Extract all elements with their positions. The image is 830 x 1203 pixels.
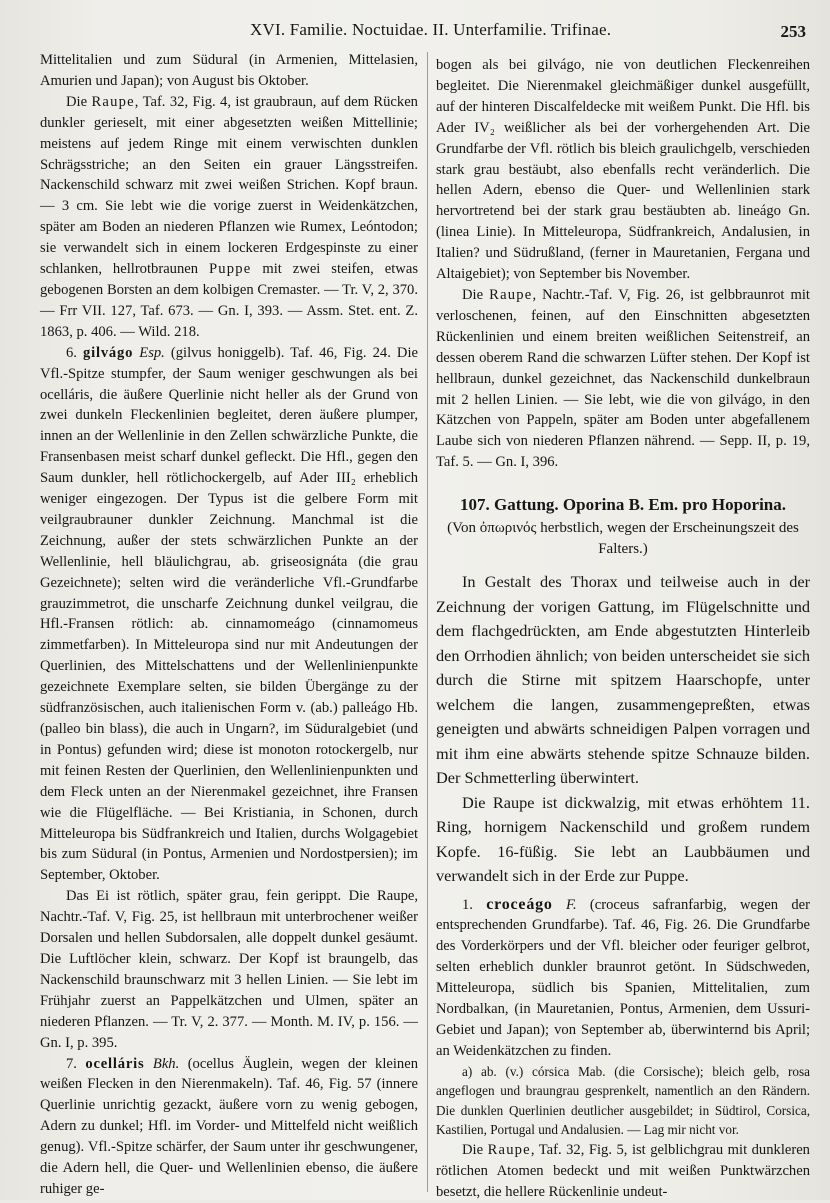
aberration-corsica: a) ab. (v.) córsica Mab. (die Corsische); bleich gelb, rosa angeflogen und braungrau gesprenkelt, namentlich an den Rändern. Die dunklen Querlinien deutlicher ausgebildet; in Südtirol, Corsica, Kastilien, Portugal und Andalusien. — Lag mir nicht vor.: [436, 1063, 810, 1138]
page-header: [40, 20, 810, 44]
term-raupe: Raupe: [91, 93, 135, 110]
paragraph-raupe: Die Raupe, Taf. 32, Fig. 5, ist gelblichgrau mit dunkleren rötlichen Atomen bedeckt und mit weißen Punktwärzchen besetzt, die hellere Rückenlinie undeut-: [436, 1141, 810, 1200]
species-name: gilvágo: [83, 344, 134, 361]
genus-heading: 107. Gattung. Oporina B. Em. pro Hoporina.: [459, 495, 787, 515]
species-author: F.: [552, 896, 577, 913]
term-raupe: Raupe: [487, 1141, 531, 1158]
page-number: 253: [780, 22, 806, 41]
left-column: [40, 50, 418, 1200]
column-divider: [427, 52, 428, 1192]
species-entry-croceago: 1. croceágo F. (croceus safranfarbig, wegen der entsprechenden Grundfarbe). Taf. 46, Fig. 26. Die Grundfarbe des Vorderkörpers und der Vfl. bleicher oder feuriger gelbrot, selten erheblich dunkler braunrot getönt. In Südschweden, Mitteleuropa, südlich bis Spanien, Mittelitalien, zum Nordbalkan, (in Mauretanien, Pontus, Armenien, dem Ussuri-Gebiet und Japan); von September ab, überwinternd bis April; an Weidenkätzchen zu finden.: [436, 895, 810, 1059]
term-raupe: Raupe: [489, 286, 533, 303]
species-entry-ocellaris: 7. ocelláris Bkh. (ocellus Äuglein, wegen der kleinen weißen Flecken in den Nierenmakeln). Taf. 46, Fig. 57 (innere Querlinie unrichtig gezackt, äußere vorn zu wenig gebogen, Adern zu dunkel; Hfl. im Vorder- und Mittelfeld nicht weißlich genug). Vfl.-Spitze schärfer, der Saum unter ihr geschwungener, die Adern hell, die Quer- und Wellenlinien ebenso, die äußere ruhiger ge-: [40, 1055, 418, 1197]
species-entry-gilvago: 6. gilvágo Esp. (gilvus honiggelb). Taf. 46, Fig. 24. Die Vfl.-Spitze stumpfer, der Saum weniger geschwungen als bei ocelláris, die äußere Querlinie nicht heller als der Grund von zwei dunkeln Fleckenlinien begleitet, deren äußere plumper, innen an der Wellenlinie in den Zellen schwärzliche Punkte, die Fransenbasen meist scharf dunkel gefleckt. Die Hfl., gegen den Saum dunkler, hell rötlichockergelb, auf Ader III₂ erheblich weniger eingezogen. Der Typus ist die gelbere Form mit veilgraubrauner dunkler Zeichnung. Manchmal ist die Zeichnung, außer der stets schwärzlichen Punkte an der Wellenlinie, hell bläulichgrau, ab. griseosignáta (die grau Gezeichnete); selten wird die veränderliche Vfl.-Grundfarbe grauzimmetrot, die unscharfe Zeichnung dunkel veilgrau, die Hfl.-Fransen rötlich: ab. cinnamomeágo (cinnamomeus zimmetfarben). In Mitteleuropa sind nur mit Andeutungen der Querlinien, des Mittelschattens und der Wellenlinienpunkte gezeichnete Exemplare selten, sie bilden Übergänge zu der südfranzösischen, auch italienischen Form v. (ab.) palleágo Hb. (palleo bin blass), die auch in Ungarn?, im Süduralgebiet (und in Pontus) gefunden wird; diese ist monoton rotockergelb, nur mit feinen Resten der Querlinien, den Wellenlinienpunkten und dem Fleck unten an der Nierenmakel gezeichnet, ihre Fransen wie die Flügelfläche. — Bei Kristiania, in Schonen, durch Mitteleuropa bis Südfrankreich und Italien, durchs Wolgagebiet bis zum Südural (in Pontus, Armenien und Nordostpersien); im September, Oktober.: [40, 344, 418, 884]
species-author: Bkh.: [144, 1055, 180, 1072]
paragraph: bogen als bei gilvágo, nie von deutlichen Fleckenreihen begleitet. Die Nierenmakel gleichmäßiger dunkel ausgefüllt, auf der hinteren Discalfeldecke mit weißem Punkt. Die Hfl. bis Ader IV₂ weißlicher als bei der vorhergehenden Art. Die Grundfarbe der Vfl. rötlich bis bleich graulichgelb, verschieden stark grau bestäubt, also ebenfalls recht veränderlich. Die hellen Adern, ebenso die Quer- und Wellenlinien stark hervortretend bei der stark grau bestäubten ab. lineágo Gn. (linea Linie). In Mitteleuropa, Südfrankreich, Andalusien, in Italien? und Südrußland, (ferner in Mauretanien, Fergana und Altaigebiet); von September bis November.: [436, 57, 810, 283]
species-description: (gilvus honiggelb). Taf. 46, Fig. 24. Die Vfl.-Spitze stumpfer, der Saum weniger geschwungen als bei ocelláris, die äußere Querlinie nicht heller als der Grund von zwei dunkeln Fleckenlinien begleitet, deren äußere plumper, innen an der Wellenlinie in den Zellen schwärzliche Punkte, die Fransenbasen meist scharf dunkel gefleckt. Die Hfl., gegen den Saum dunkler, hell rötlichockergelb, auf Ader III₂ erheblich weniger eingezogen. Der Typus ist die gelbere Form mit veilgraubrauner dunkler Zeichnung. Manchmal ist die Zeichnung, außer der stets schwärzlichen Punkte an der Wellenlinie, hell bläulichgrau, ab. griseosignáta (die grau Gezeichnete); selten wird die veränderliche Vfl.-Grundfarbe grauzimmetrot, die unscharfe Zeichnung dunkel veilgrau, die Hfl.-Fransen rötlich: ab. cinnamomeágo (cinnamomeus zimmetfarben). In Mitteleuropa sind nur mit Andeutungen der Querlinien, des Mittelschattens und der Wellenlinienpunkte gezeichnete Exemplare selten, sie bilden Übergänge zu der südfranzösischen, auch italienischen Form v. (ab.) palleágo Hb. (palleo bin blass), die auch in Ungarn?, im Süduralgebiet (und in Pontus) gefunden wird; diese ist monoton rotockergelb, nur mit feinen Resten der Querlinien, den Wellenlinienpunkten und dem Fleck unten an der Nierenmakel gezeichnet, ihre Fransen wie die Flügelfläche. — Bei Kristiania, in Schonen, durch Mitteleuropa bis Südfrankreich und Italien, durchs Wolgagebiet bis zum Südural (in Pontus, Armenien und Nordostpersien); im September, Oktober.: [40, 344, 418, 884]
running-head: XVI. Familie. Noctuidae. II. Unterfamilie. Trifinae.: [250, 20, 612, 39]
paragraph-egg-larva: Das Ei ist rötlich, später grau, fein gerippt. Die Raupe, Nachtr.-Taf. V, Fig. 25, ist hellbraun mit unterbrochener weißer Dorsalen und hellen Subdorsalen, alle doppelt dunkel gesäumt. Die Luftlöcher klein, schwarz. Der Kopf ist braungelb, das Nackenschild braunschwarz mit 3 hellen Linien. — Sie lebt im Frühjahr zuerst an Pappelkätzchen und Ulmen, später an niederen Pflanzen. — Tr. V, 2. 377. — Month. M. IV, p. 156. — Gn. I, p. 395.: [40, 888, 418, 1051]
species-description: (croceus safranfarbig, wegen der entsprechenden Grundfarbe). Taf. 46, Fig. 26. Die Grundfarbe des Vorderkörpers und der Vfl. bleicher oder feuriger gelbrot, selten erheblich dunkler braunrot getönt. In Südschweden, Mitteleuropa, südlich bis Spanien, Mittelitalien, zum Nordbalkan, (in Mauretanien, Pontus, Armenien, dem Ussuri-Gebiet und Japan); von September ab, überwinternd bis April; an Weidenkätzchen zu finden.: [436, 896, 810, 1059]
genus-etymology: (Von ὀπωρινός herbstlich, wegen der Erscheinungszeit des Falters.): [447, 520, 799, 558]
paragraph-raupe: Die Raupe, Nachtr.-Taf. V, Fig. 26, ist gelbbraunrot mit verloschenen, feinen, auf den Einschnitten abgesetzten Rückenlinien und einem breiten weißlichen Seitenstreif, an dessen oberem Rand die schwarzen Lüfter stehen. Der Kopf ist hellbraun, dunkel gezeichnet, das Nackenschild dunkelbraun mit 2 hellen Linien. — Sie lebt, wie die von gilvágo, in den Kätzchen von Pappeln, später am Boden unter abgefallenem Laube sich von niederen Pflanzen nährend. — Sepp. II, p. 19, Taf. 5. — Gn. I, 396.: [436, 286, 810, 471]
term-puppe: Puppe: [208, 261, 252, 278]
paragraph-raupe: Die Raupe, Taf. 32, Fig. 4, ist graubraun, auf dem Rücken dunkler gerieselt, mit einer abgesetzten weißen Mittellinie; meistens auf jedem Ringe mit einem verwischten dunklen Schrägsstriche; an den Seiten ein grauer Längsstreifen. Nackenschild schwarz mit zwei weißen Strichen. Kopf braun. — 3 cm. Sie lebt wie die vorige zuerst in Weidenkätzchen, später am Boden an niederen Pflanzen wie Rumex, Leóntodon; sie verwandelt sich in einem lockeren Erdgespinste zu einer schlanken, hellrotbraunen Puppe mit zwei steifen, etwas gebogenen Borsten an dem kolbigen Cremaster. — Tr. V, 2, 370. — Frr VII. 127, Taf. 673. — Gn. I, 393. — Assm. Stet. ent. Z. 1863, p. 406. — Wild. 218.: [40, 93, 418, 340]
paragraph: Mittelitalien und zum Südural (in Armenien, Mittelasien, Amurien und Japan); von August bis Oktober.: [40, 52, 418, 89]
genus-description: In Gestalt des Thorax und teilweise auch in der Zeichnung der vorigen Gattung, im Flügelschnitte und dem flachgedrückten, am Ende abgestutzten Hinterleib den Orrhodien ähnlich; von beiden unterscheidet sie sich durch die Stirne mit spitzem Haarschopfe, unter welchem die langen, zusammengepreßten, etwas geneigten und abwärts schneidigen Palpen vorragen und mit ihm eine abwärts stehende spitze Schnauze bilden. Der Schmetterling überwintert.: [436, 572, 810, 788]
species-description: (ocellus Äuglein, wegen der kleinen weißen Flecken in den Nierenmakeln). Taf. 46, Fig. 57 (innere Querlinie unrichtig gezackt, äußere vorn zu wenig gebogen, Adern zu dunkel; Hfl. im Vorder- und Mittelfeld nicht weißlich genug). Vfl.-Spitze schärfer, der Saum unter ihr geschwungener, die Adern hell, die Quer- und Wellenlinien ebenso, die äußere ruhiger ge-: [40, 1055, 418, 1197]
species-name: croceágo: [486, 895, 553, 913]
right-column: [436, 55, 810, 1203]
genus-larva-description: Die Raupe ist dickwalzig, mit etwas erhöhtem 11. Ring, hornigem Nackenschild und großem rundem Kopfe. 16-füßig. Sie lebt an Laubbäumen und verwandelt sich in der Erde zur Puppe.: [436, 792, 810, 886]
species-name: ocelláris: [85, 1055, 145, 1072]
species-author: Esp.: [133, 344, 165, 361]
